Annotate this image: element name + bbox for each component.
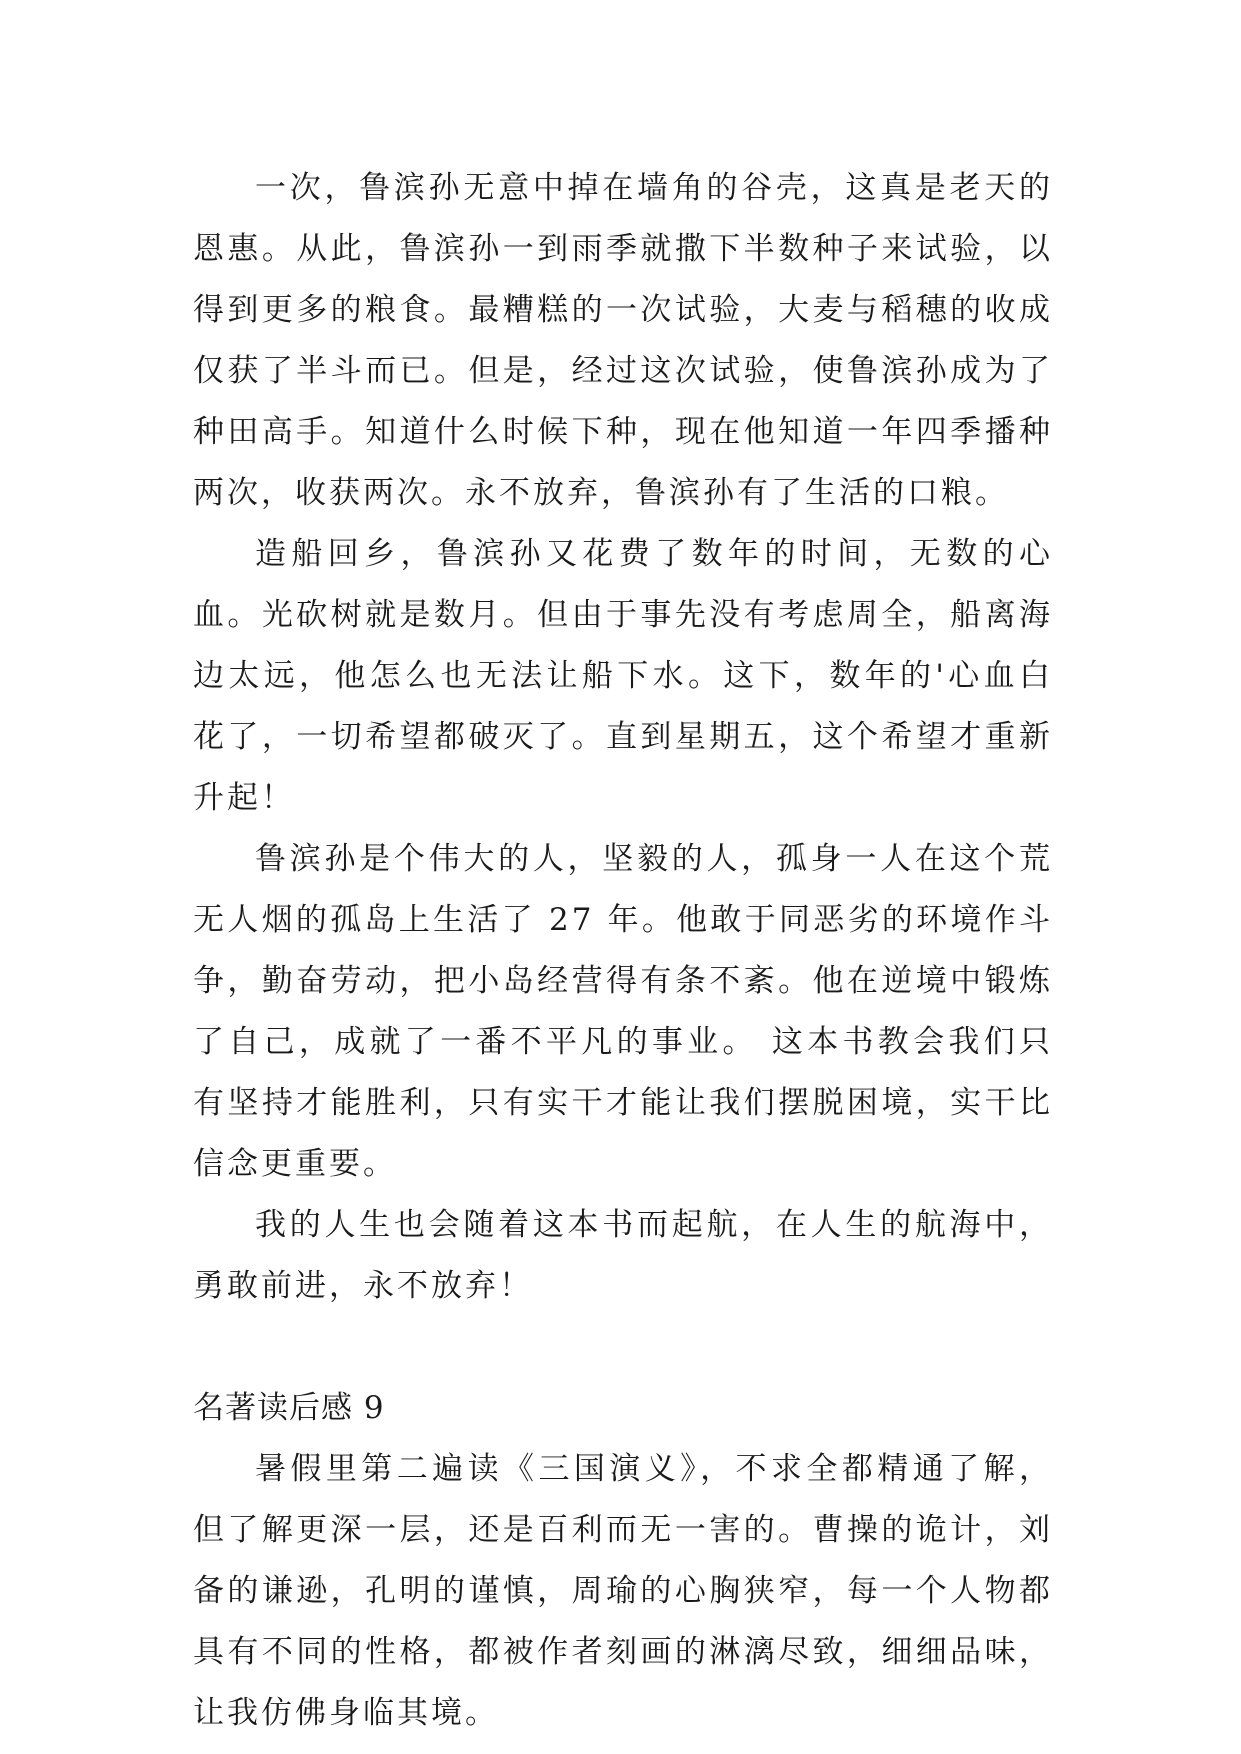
paragraph-conclusion: 我的人生也会随着这本书而起航，在人生的航海中，勇敢前进，永不放弃！ <box>193 1207 1053 1304</box>
document-body <box>193 158 1053 1744</box>
section-title: 名著读后感 9 <box>193 1390 385 1426</box>
paragraph-three-kingdoms: 暑假里第二遍读《三国演义》，不求全都精通了解，但了解更深一层，还是百利而无一害的。曹操的诡计，刘备的谦逊，孔明的谨慎，周瑜的心胸狭窄，每一个人物都具有不同的性格，都被作者刻画的淋漓尽致，细细品味，让我仿佛身临其境。 <box>193 1451 1053 1731</box>
paragraph-boat-building: 造船回乡，鲁滨孙又花费了数年的时间，无数的心血。光砍树就是数月。但由于事先没有考虑周全，船离海边太远，他怎么也无法让船下水。这下，数年的'心血白花了，一切希望都破灭了。直到星期五，这个希望才重新升起！ <box>193 536 1053 816</box>
paragraph-robinson-character: 鲁滨孙是个伟大的人，坚毅的人，孤身一人在这个荒无人烟的孤岛上生活了 27 年。他敢于同恶劣的环境作斗争，勤奋劳动，把小岛经营得有条不紊。他在逆境中锻炼了自己，成就了一番不平凡的事业。 这本书教会我们只有坚持才能胜利，只有实干才能让我们摆脱困境，实干比信念更重要。 <box>193 841 1053 1182</box>
paragraph-rice-experiment: 一次，鲁滨孙无意中掉在墙角的谷壳，这真是老天的恩惠。从此，鲁滨孙一到雨季就撒下半数种子来试验，以得到更多的粮食。最糟糕的一次试验，大麦与稻穗的收成仅获了半斗而已。但是，经过这次试验，使鲁滨孙成为了种田高手。知道什么时候下种，现在他知道一年四季播种两次，收获两次。永不放弃，鲁滨孙有了生活的口粮。 <box>193 170 1053 511</box>
